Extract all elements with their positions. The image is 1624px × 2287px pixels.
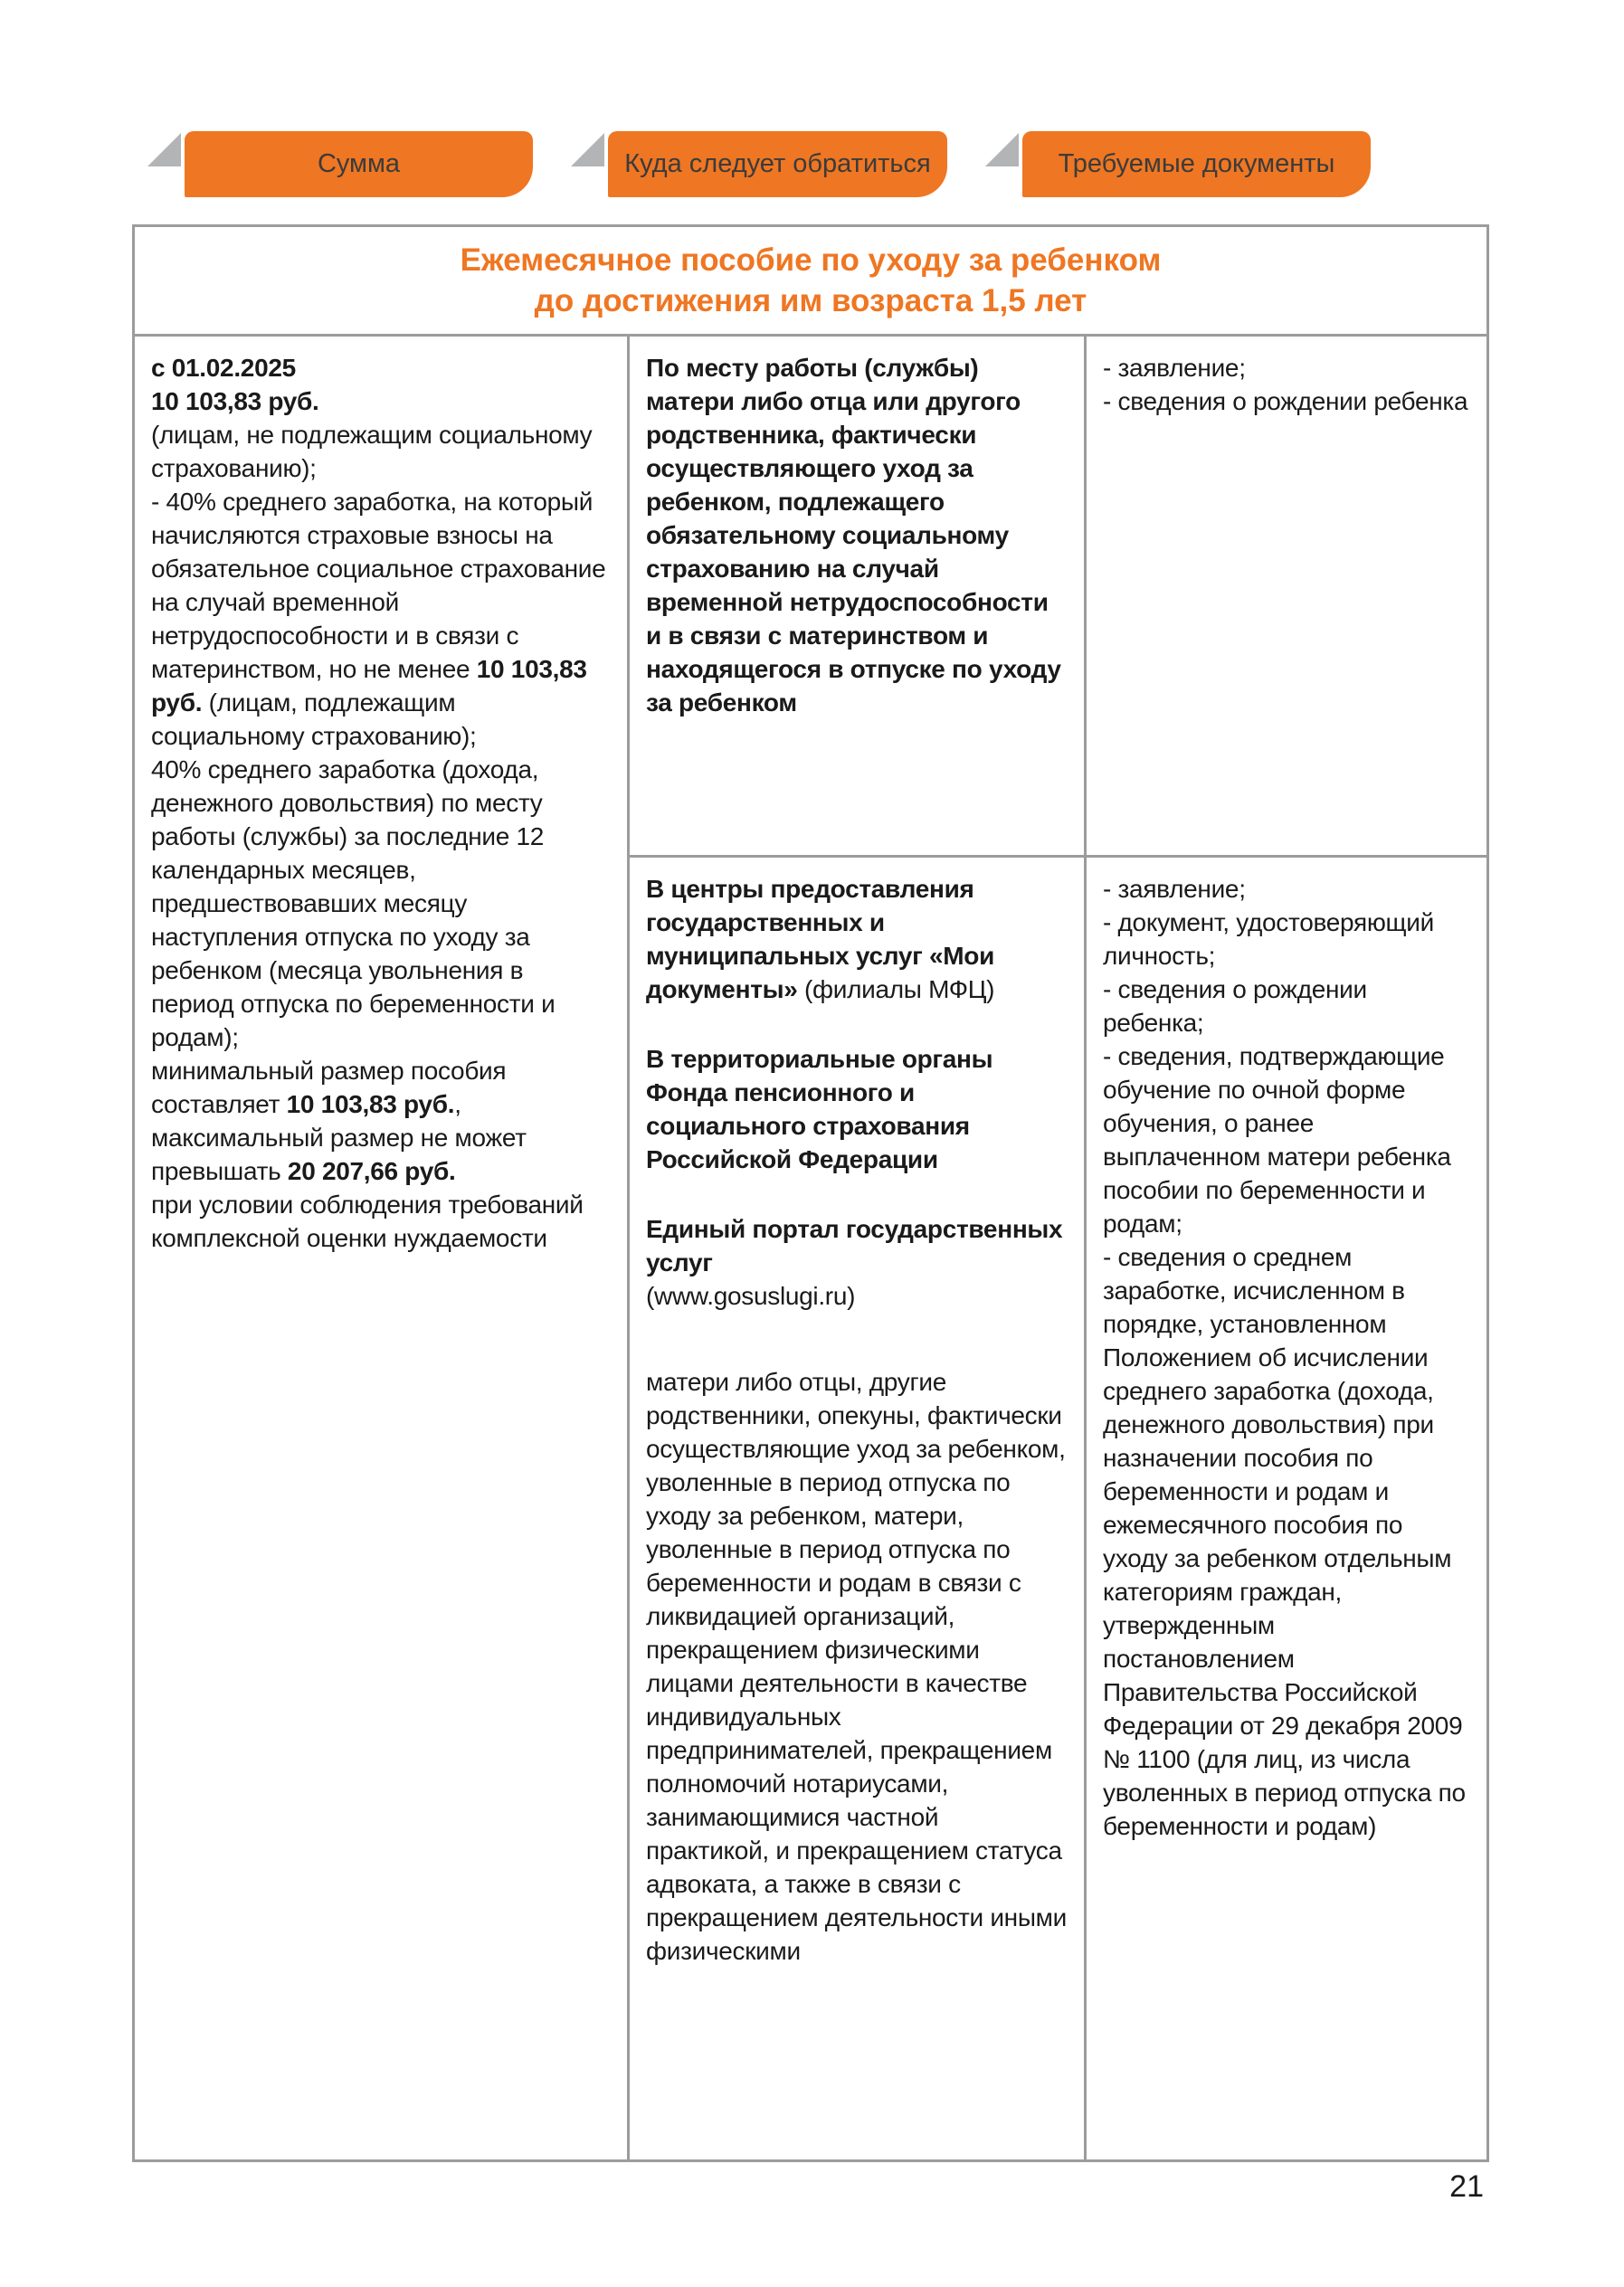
paragraph: - заявление;: [1103, 354, 1246, 382]
paragraph: В центры предоставления государственных и муниципальных услуг «Мои документы» (филиалы МФЦ): [646, 875, 995, 1003]
paragraph: По месту работы (службы) матери либо отца или другого родственника, фактически осуществляющего уход за ребенком, подлежащего обязательному социальному страхованию на случай временной нетрудоспособности и в связи с материнством и находящегося в отпуске по уходу за ребенком: [646, 354, 1061, 716]
paragraph: - заявление;: [1103, 875, 1246, 903]
table-body: [135, 337, 1486, 2159]
paragraph: - сведения о рождении ребенка;: [1103, 975, 1367, 1037]
tab-corner-triangle-icon: [147, 133, 181, 166]
benefit-table: [132, 224, 1489, 2162]
paragraph: В территориальные органы Фонда пенсионного и социального страхования Российской Федерации: [646, 1045, 993, 1173]
table-title: [135, 227, 1486, 337]
paragraph: 10 103,83 руб.: [151, 387, 319, 415]
required-documents-cell-row1: [1087, 337, 1486, 858]
paragraph: Единый портал государственных услуг: [646, 1215, 1063, 1276]
required-documents-column: [1084, 337, 1486, 2159]
paragraph: минимальный размер пособия составляет 10 103,83 руб., максимальный размер не может превышать 20 207,66 руб.: [151, 1057, 527, 1185]
tab-where-to-apply-label: Куда следует обратиться: [624, 149, 931, 178]
tab-amount: [185, 131, 533, 197]
paragraph: - документ, удостоверяющий личность;: [1103, 908, 1434, 970]
tab-required-documents: [1022, 131, 1371, 197]
paragraph: матери либо отцы, другие родственники, опекуны, фактически осуществляющие уход за ребенком, уволенные в период отпуска по уходу за ребенком, матери, уволенные в период отпуска по беременности и родам в связи с ликвидацией организаций, прекращением физическими лицами деятельности в качестве индивидуальных предпринимателей, прекращением полномочий нотариусами, занимающимися частной практикой, и прекращением статуса адвоката, а также в связи с прекращением деятельности иными физическими: [646, 1368, 1067, 1965]
table-title-line1: Ежемесячное пособие по уходу за ребенком: [460, 242, 1162, 278]
tab-corner-triangle-icon: [571, 133, 604, 166]
paragraph: с 01.02.2025: [151, 354, 296, 382]
tab-required-documents-label: Требуемые документы: [1058, 149, 1335, 178]
paragraph: (www.gosuslugi.ru): [646, 1282, 856, 1310]
where-to-apply-cell-row1: [630, 337, 1084, 858]
tab-where-to-apply: [608, 131, 947, 197]
tab-corner-triangle-icon: [985, 133, 1019, 166]
paragraph: - сведения о рождении ребенка: [1103, 387, 1468, 415]
paragraph: - сведения, подтверждающие обучение по очной форме обучения, о ранее выплаченном матери ребенка пособии по беременности и родам;: [1103, 1042, 1451, 1238]
where-to-apply-cell-row2: [630, 858, 1084, 2159]
paragraph: (лицам, не подлежащим социальному страхованию);: [151, 421, 593, 482]
required-documents-cell-row2: [1087, 858, 1486, 2159]
paragraph: при условии соблюдения требований комплексной оценки нуждаемости: [151, 1191, 584, 1252]
tab-amount-label: Сумма: [317, 149, 401, 178]
paragraph: - сведения о среднем заработке, исчисленном в порядке, установленном Положением об исчислении среднего заработка (дохода, денежного довольствия) при назначении пособия по беременности и родам и ежемесячного пособия по уходу за ребенком отдельным категориям граждан, утвержденным постановлением Правительства Российской Федерации от 29 декабря 2009 № 1100 (для лиц, из числа уволенных в период отпуска по беременности и родам): [1103, 1243, 1466, 1840]
page-number: 21: [1449, 2169, 1484, 2204]
table-title-line2: до достижения им возраста 1,5 лет: [534, 283, 1087, 318]
where-to-apply-column: [627, 337, 1084, 2159]
paragraph: 40% среднего заработка (дохода, денежного довольствия) по месту работы (службы) за последние 12 календарных месяцев, предшествовавших месяцу наступления отпуска по уходу за ребенком (месяца увольнения в период отпуска по беременности и родам);: [151, 755, 556, 1051]
paragraph: - 40% среднего заработка, на который начисляются страховые взносы на обязательное социальное страхование на случай временной нетрудоспособности и в связи с материнством, но не менее 10 103,83 руб. (лицам, подлежащим социальному страхованию);: [151, 488, 606, 750]
amount-cell: [135, 337, 627, 2159]
